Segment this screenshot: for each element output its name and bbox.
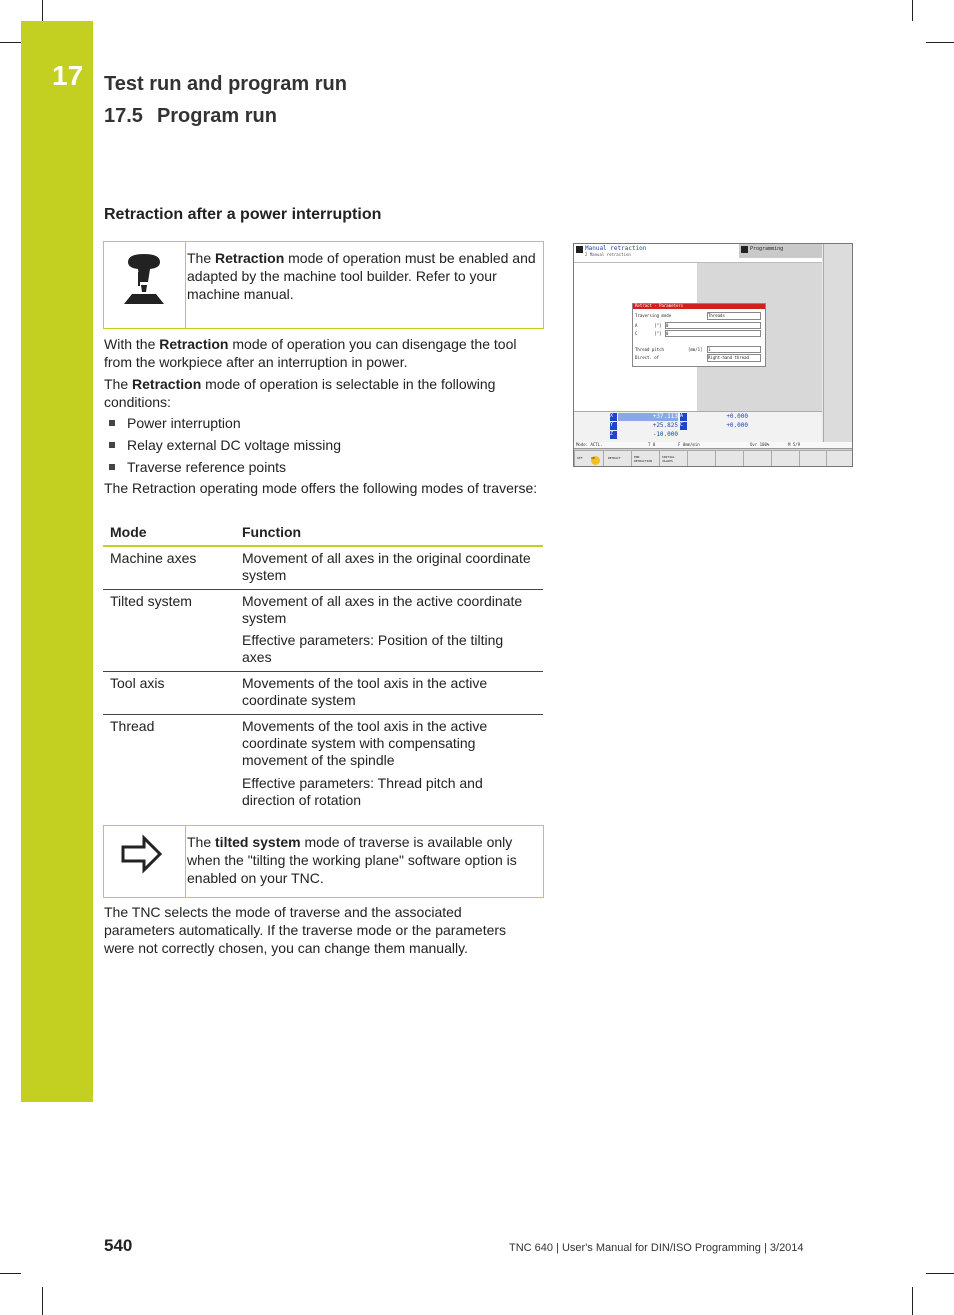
table-cell-mode: Tool axis: [110, 675, 165, 691]
table-row-divider: [103, 589, 543, 590]
crop-mark: [926, 42, 954, 43]
list-item: [104, 436, 341, 454]
para-post: mode of operation you can disengage the tool from the workpiece after an interruption in power.: [104, 336, 517, 370]
crop-mark: [912, 0, 913, 21]
screen-header: [574, 244, 822, 263]
status-tool: T 0: [648, 442, 656, 447]
table-header-rule: [103, 545, 543, 547]
crop-mark: [926, 1273, 954, 1274]
para-pre: With the: [104, 336, 160, 352]
note-separator: [185, 242, 186, 328]
traversing-mode-select[interactable]: Threads: [707, 312, 761, 320]
table-cell-function-extra: Effective parameters: Position of the tilting axes: [242, 632, 504, 665]
softkey-on-label: ON: [591, 456, 600, 465]
crop-mark: [0, 42, 21, 43]
softkey-initial-values[interactable]: [659, 450, 688, 467]
note-text: [187, 833, 537, 887]
status-mode: Mode: ACTL.: [576, 442, 603, 447]
thread-pitch-input[interactable]: 1: [707, 346, 761, 353]
softkey-empty[interactable]: [743, 450, 772, 467]
softkey-off-label: OFF: [577, 456, 583, 460]
softkey-empty[interactable]: [687, 450, 716, 467]
note-box-machine: [103, 241, 544, 329]
para-bold: Retraction: [159, 336, 229, 352]
bullet-icon: [109, 464, 115, 470]
softkey-empty[interactable]: [799, 450, 827, 467]
programming-icon: [741, 246, 748, 253]
manual-mode-icon: [576, 246, 583, 253]
field-label: C [°]: [635, 331, 662, 336]
section-number: 17.5: [104, 105, 143, 127]
softkey-empty[interactable]: [826, 450, 853, 467]
bullet-icon: [109, 442, 115, 448]
note-text-pre: The: [187, 250, 216, 266]
note-text-bold: tilted system: [215, 834, 301, 850]
list-item-text: Power interruption: [127, 415, 241, 431]
axis-value: +37.113: [618, 413, 678, 421]
axis-label: C: [680, 422, 687, 430]
softkey-label: RETRACT: [608, 456, 621, 460]
a-axis-input[interactable]: 0: [665, 322, 761, 329]
field-label: Direct. of: [635, 355, 660, 360]
table-header-mode: Mode: [110, 524, 147, 540]
axis-value: -10.000: [652, 431, 678, 438]
axis-label: Z: [610, 431, 617, 439]
paragraph: The TNC selects the mode of traverse and the associated parameters automatically. If the traverse mode or the parameters were not correctly chosen, you can change them manually.: [104, 904, 507, 956]
field-label: Traversing mode: [635, 313, 672, 318]
softkey-label: END RETRACTION: [634, 455, 653, 463]
arrow-right-icon: [120, 834, 164, 874]
c-axis-input[interactable]: 0: [665, 330, 761, 337]
direction-select[interactable]: Right-hand thread: [707, 354, 761, 362]
list-item-text: Relay external DC voltage missing: [127, 437, 341, 453]
section-title: [104, 105, 277, 128]
status-feed: F 0mm/min: [678, 442, 700, 447]
note-box-info: [103, 825, 544, 898]
note-text-post: mode of traverse is available only when the "tilting the working plane" software option is enabled on your TNC.: [187, 834, 517, 886]
para-post: mode of operation is selectable in the following conditions:: [104, 376, 496, 410]
subheading: Retraction after a power interruption: [104, 206, 382, 223]
list-item: [104, 458, 286, 476]
crop-mark: [0, 1273, 21, 1274]
dialog-title: Retract - Parameters: [635, 303, 684, 308]
crop-mark: [42, 0, 43, 21]
crop-mark: [912, 1287, 913, 1315]
note-text-pre: The: [187, 834, 216, 850]
paragraph: [104, 375, 544, 411]
table-cell-mode: Tilted system: [110, 593, 192, 609]
axis-label: Y: [610, 422, 617, 430]
axis-value: +0.000: [726, 413, 748, 420]
modes-table: [103, 520, 543, 820]
status-override: Ovr 100%: [750, 442, 770, 447]
table-cell-mode: Thread: [110, 718, 155, 734]
bullet-icon: [109, 420, 115, 426]
para-bold: Retraction: [132, 376, 202, 392]
vertical-softkey-bar: [823, 244, 853, 442]
table-cell-function: Movements of the tool axis in the active coordinate system: [242, 675, 488, 708]
list-item-text: Traverse reference points: [127, 459, 286, 475]
screen-subtitle: 2 Manual retraction: [585, 252, 631, 257]
table-cell-mode: Machine axes: [110, 550, 197, 566]
page-number: 540: [104, 1236, 133, 1255]
note-text: [187, 249, 537, 303]
softkey-end-retraction[interactable]: [631, 450, 660, 467]
retract-dialog: [632, 303, 766, 367]
axis-label: A: [680, 413, 687, 421]
field-label: Thread pitch [mm/1]: [635, 347, 703, 352]
note-text-bold: Retraction: [215, 250, 285, 266]
programming-tab: [739, 244, 822, 258]
table-row-divider: [103, 671, 543, 672]
crop-mark: [42, 1287, 43, 1315]
softkey-retract[interactable]: [603, 450, 632, 467]
position-display: [574, 411, 822, 443]
table-row-divider: [103, 714, 543, 715]
status-m: M 5/9: [788, 442, 801, 447]
softkey-empty[interactable]: [771, 450, 800, 467]
softkey-row: [574, 448, 852, 467]
chapter-sidebar: [21, 21, 93, 1102]
table-cell-function-extra: Effective parameters: Thread pitch and direction of rotation: [242, 775, 483, 808]
chapter-title: Test run and program run: [104, 73, 347, 95]
programming-tab-label: Programming: [750, 246, 784, 252]
softkey-on-off[interactable]: [574, 450, 604, 467]
note-separator: [185, 826, 186, 897]
section-title-text: Program run: [156, 105, 277, 127]
table-header-function: Function: [242, 524, 302, 540]
note-text-post: mode of operation must be enabled and adapted by the machine tool builder. Refer to your machine manual.: [187, 250, 536, 302]
tnc-screenshot: [573, 243, 853, 467]
table-cell-function: Movement of all axes in the original coordinate system: [242, 550, 531, 583]
table-cell-function: Movements of the tool axis in the active coordinate system with compensating movement of the spindle: [242, 718, 488, 768]
table-cell-function: Movement of all axes in the active coordinate system: [242, 593, 523, 626]
axis-value: +0.000: [726, 422, 748, 429]
axis-value: +25.825: [652, 422, 678, 429]
para-pre: The: [104, 376, 133, 392]
screen-title: Manual retraction: [585, 245, 647, 252]
field-label: A [°]: [635, 323, 662, 328]
paragraph: The Retraction operating mode offers the following modes of traverse:: [104, 480, 538, 496]
softkey-empty[interactable]: [715, 450, 744, 467]
softkey-label: INITIAL VALUES: [662, 455, 675, 463]
list-item: [104, 414, 241, 432]
axis-label: X: [610, 413, 617, 421]
footer-text: TNC 640 | User's Manual for DIN/ISO Programming | 3/2014: [509, 1242, 804, 1254]
machine-tool-builder-icon: [122, 252, 166, 310]
paragraph: [104, 335, 544, 371]
chapter-number: 17: [52, 60, 84, 91]
